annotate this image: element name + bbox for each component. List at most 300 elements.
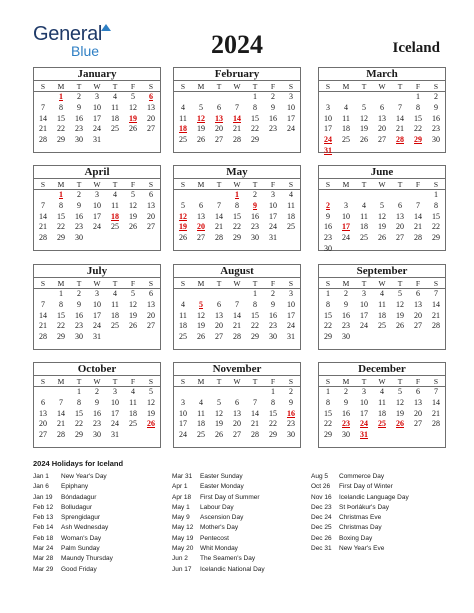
weekday-label: F: [130, 180, 136, 189]
month-title: November: [174, 363, 300, 376]
holiday-day-cell: 24: [360, 419, 368, 429]
day-cell: [391, 430, 409, 441]
weekday-header-row: [319, 376, 445, 387]
holiday-column: [33, 472, 113, 575]
holiday-day-cell: 17: [342, 222, 350, 232]
holiday-item: [311, 534, 409, 544]
day-cell: 11: [287, 200, 295, 210]
month-april: [33, 165, 161, 251]
day-cell: 9: [77, 299, 81, 309]
day-cell: 19: [129, 310, 137, 320]
day-cell: 4: [131, 387, 135, 396]
holiday-day-cell: 28: [396, 135, 404, 145]
day-cell: 24: [93, 222, 101, 232]
weekday-label: T: [252, 279, 258, 288]
week-row: [319, 233, 445, 244]
weekday-label: M: [57, 279, 65, 288]
day-cell: 19: [129, 211, 137, 221]
holiday-name: Pentecost: [200, 534, 229, 542]
week-row: [319, 103, 445, 114]
weekday-label: T: [361, 279, 367, 288]
weekday-label: S: [325, 82, 331, 91]
day-cell: [319, 190, 337, 201]
holiday-date: Aug 5: [311, 473, 328, 480]
day-cell: 3: [344, 200, 348, 210]
holiday-date: Feb 18: [33, 534, 54, 542]
day-cell: 5: [398, 387, 402, 396]
day-cell: 14: [233, 310, 241, 320]
day-cell: 8: [271, 397, 275, 407]
day-cell: 14: [215, 211, 223, 221]
day-cell: 14: [396, 113, 404, 123]
day-cell: 8: [326, 299, 330, 309]
day-cell: 23: [75, 321, 83, 331]
day-cell: 26: [396, 321, 404, 331]
day-cell: 28: [432, 321, 440, 331]
weekday-label: M: [197, 82, 205, 91]
day-cell: [106, 233, 124, 244]
day-cell: 1: [271, 387, 275, 396]
holiday-item: [172, 523, 265, 533]
weekday-label: M: [342, 377, 350, 386]
day-cell: 5: [398, 289, 402, 298]
month-january: [33, 67, 161, 153]
day-cell: 30: [75, 332, 83, 342]
week-row: [34, 311, 160, 322]
holiday-day-cell: 6: [149, 92, 153, 101]
day-cell: [355, 92, 373, 103]
week-row: [174, 103, 300, 114]
week-row: [319, 311, 445, 322]
day-cell: 2: [77, 190, 81, 199]
weekday-label: M: [197, 377, 205, 386]
day-cell: 8: [59, 102, 63, 112]
holiday-day-cell: 20: [197, 222, 205, 232]
weekday-label: W: [378, 180, 386, 189]
day-cell: 11: [179, 113, 187, 123]
week-row: [34, 430, 160, 441]
day-cell: 15: [57, 310, 65, 320]
weekday-label: S: [433, 82, 439, 91]
weekday-label: F: [270, 82, 276, 91]
day-cell: [373, 92, 391, 103]
day-cell: [210, 190, 228, 201]
day-cell: 27: [147, 222, 155, 232]
week-row: [174, 409, 300, 420]
day-cell: 12: [378, 211, 386, 221]
week-row: [174, 92, 300, 103]
day-cell: 7: [416, 200, 420, 210]
day-cell: 20: [396, 222, 404, 232]
day-cell: 3: [95, 92, 99, 101]
day-cell: 18: [111, 113, 119, 123]
holiday-item: [311, 523, 409, 533]
holiday-item: [33, 565, 113, 575]
week-row: [174, 114, 300, 125]
day-cell: 2: [434, 92, 438, 101]
month-title: March: [319, 68, 445, 81]
weekday-label: T: [112, 279, 118, 288]
weekday-label: T: [112, 180, 118, 189]
day-cell: 28: [57, 430, 65, 440]
weekday-label: T: [216, 82, 222, 91]
weekday-label: S: [180, 377, 186, 386]
week-row: [319, 321, 445, 332]
holiday-name: Woman's Day: [61, 534, 102, 542]
day-cell: 29: [251, 135, 259, 145]
day-cell: 17: [287, 310, 295, 320]
holiday-name: Bóndadagur: [61, 493, 97, 501]
holiday-day-cell: 31: [324, 145, 332, 155]
day-cell: 3: [326, 102, 330, 112]
day-cell: [174, 387, 192, 398]
day-cell: 8: [434, 200, 438, 210]
day-cell: 20: [147, 310, 155, 320]
day-cell: 28: [414, 233, 422, 243]
weekday-label: S: [40, 82, 46, 91]
holiday-column: [172, 472, 265, 575]
day-cell: 21: [39, 124, 47, 134]
day-cell: 9: [344, 397, 348, 407]
day-cell: [409, 332, 427, 343]
weekday-label: W: [233, 377, 241, 386]
day-cell: 10: [342, 211, 350, 221]
weekday-label: F: [270, 377, 276, 386]
day-cell: 18: [129, 408, 137, 418]
day-cell: 27: [414, 321, 422, 331]
holiday-day-cell: 12: [179, 211, 187, 221]
day-cell: 24: [287, 321, 295, 331]
holiday-day-cell: 23: [342, 419, 350, 429]
day-cell: 7: [41, 299, 45, 309]
day-cell: 11: [360, 211, 368, 221]
day-cell: 9: [77, 102, 81, 112]
week-row: [319, 430, 445, 441]
day-cell: 9: [77, 200, 81, 210]
week-row: [174, 332, 300, 343]
day-cell: 12: [129, 102, 137, 112]
holiday-day-cell: 31: [360, 430, 368, 440]
day-cell: 27: [215, 135, 223, 145]
holiday-date: Mar 28: [33, 555, 54, 563]
week-row: [174, 135, 300, 146]
weekday-label: T: [361, 82, 367, 91]
weekday-label: S: [288, 82, 294, 91]
weekday-label: W: [93, 180, 101, 189]
holidays-section-title: 2024 Holidays for Iceland: [33, 459, 124, 468]
holiday-date: May 9: [172, 514, 190, 522]
week-row: [34, 289, 160, 300]
day-cell: 8: [416, 102, 420, 112]
day-cell: 5: [380, 200, 384, 210]
holiday-item: [311, 493, 409, 503]
week-row: [174, 289, 300, 300]
day-cell: 10: [360, 397, 368, 407]
day-cell: 22: [57, 321, 65, 331]
day-cell: 30: [342, 332, 350, 342]
holiday-day-cell: 26: [147, 419, 155, 429]
weekday-header-row: [319, 179, 445, 190]
holiday-day-cell: 18: [111, 211, 119, 221]
day-cell: 21: [432, 408, 440, 418]
day-cell: 31: [111, 430, 119, 440]
day-cell: 28: [233, 135, 241, 145]
day-cell: [391, 244, 409, 255]
day-cell: 3: [289, 92, 293, 101]
holiday-date: Mar 29: [33, 565, 54, 573]
day-cell: 13: [396, 211, 404, 221]
day-cell: [355, 244, 373, 255]
weekday-label: W: [93, 82, 101, 91]
holiday-name: Icelandic Language Day: [339, 493, 409, 501]
day-cell: [210, 92, 228, 103]
week-row: [319, 146, 445, 157]
weekday-header-row: [174, 81, 300, 92]
day-cell: 20: [147, 113, 155, 123]
holiday-item: [33, 544, 113, 554]
day-cell: 19: [197, 124, 205, 134]
day-cell: 15: [251, 113, 259, 123]
day-cell: 7: [59, 397, 63, 407]
day-cell: 8: [59, 200, 63, 210]
day-cell: 3: [289, 289, 293, 298]
holiday-day-cell: 19: [179, 222, 187, 232]
day-cell: 21: [432, 310, 440, 320]
month-september: [318, 264, 446, 350]
week-row: [34, 135, 160, 146]
week-row: [319, 332, 445, 343]
holiday-name: Epiphany: [61, 483, 89, 491]
weekday-label: T: [361, 377, 367, 386]
day-cell: 15: [75, 408, 83, 418]
day-cell: [34, 387, 52, 398]
day-cell: 5: [131, 190, 135, 199]
day-cell: [142, 430, 160, 441]
month-february: [173, 67, 301, 153]
week-row: [174, 321, 300, 332]
week-row: [34, 409, 160, 420]
day-cell: [124, 135, 142, 146]
weekday-label: T: [112, 377, 118, 386]
day-cell: 1: [253, 92, 257, 101]
month-august: [173, 264, 301, 350]
day-cell: 14: [432, 299, 440, 309]
day-cell: [337, 190, 355, 201]
holiday-day-cell: 13: [215, 113, 223, 123]
day-cell: 13: [147, 299, 155, 309]
day-cell: 28: [251, 430, 259, 440]
day-cell: [373, 244, 391, 255]
week-row: [319, 289, 445, 300]
day-cell: 2: [271, 289, 275, 298]
day-cell: 16: [324, 222, 332, 232]
day-cell: [373, 430, 391, 441]
holiday-date: Jan 19: [33, 493, 53, 501]
day-cell: 30: [75, 135, 83, 145]
day-cell: 9: [271, 102, 275, 112]
day-cell: 4: [380, 289, 384, 298]
day-cell: 22: [75, 419, 83, 429]
day-cell: 4: [344, 102, 348, 112]
day-cell: 25: [342, 135, 350, 145]
holiday-name: Labour Day: [200, 503, 234, 511]
day-cell: [355, 190, 373, 201]
day-cell: 16: [269, 310, 277, 320]
day-cell: 3: [362, 289, 366, 298]
day-cell: [142, 135, 160, 146]
weekday-label: W: [93, 377, 101, 386]
holiday-date: Jun 17: [172, 565, 192, 573]
day-cell: [409, 190, 427, 201]
day-cell: 30: [75, 233, 83, 243]
day-cell: 5: [199, 102, 203, 112]
day-cell: 12: [129, 299, 137, 309]
day-cell: 24: [93, 321, 101, 331]
day-cell: 8: [77, 397, 81, 407]
weekday-label: M: [197, 279, 205, 288]
holiday-day-cell: 1: [59, 92, 63, 101]
week-row: [319, 212, 445, 223]
day-cell: 6: [41, 397, 45, 407]
holiday-name: Easter Monday: [200, 483, 244, 491]
weekday-label: T: [397, 279, 403, 288]
day-cell: [427, 332, 445, 343]
calendar-year-title: 2024: [211, 30, 263, 59]
holiday-item: [33, 534, 113, 544]
day-cell: 16: [342, 408, 350, 418]
day-cell: 18: [287, 211, 295, 221]
day-cell: 21: [57, 419, 65, 429]
day-cell: 22: [324, 321, 332, 331]
day-cell: 26: [197, 135, 205, 145]
day-cell: 16: [342, 310, 350, 320]
day-cell: [282, 233, 300, 244]
day-cell: 12: [396, 397, 404, 407]
day-cell: 4: [113, 289, 117, 298]
week-row: [319, 244, 445, 255]
day-cell: 30: [269, 332, 277, 342]
day-cell: 6: [380, 102, 384, 112]
day-cell: 20: [378, 124, 386, 134]
week-row: [174, 311, 300, 322]
day-cell: 29: [57, 233, 65, 243]
day-cell: 15: [324, 310, 332, 320]
weekday-label: S: [288, 377, 294, 386]
day-cell: 9: [434, 102, 438, 112]
day-cell: [319, 92, 337, 103]
weekday-label: S: [433, 377, 439, 386]
day-cell: 8: [235, 200, 239, 210]
day-cell: 31: [93, 332, 101, 342]
holiday-day-cell: 12: [197, 113, 205, 123]
holiday-item: [172, 544, 265, 554]
day-cell: 10: [93, 200, 101, 210]
day-cell: 1: [416, 92, 420, 101]
day-cell: 1: [253, 289, 257, 298]
month-title: April: [34, 166, 160, 179]
week-row: [34, 201, 160, 212]
month-title: September: [319, 265, 445, 278]
weekday-label: T: [361, 180, 367, 189]
week-row: [319, 419, 445, 430]
week-row: [319, 114, 445, 125]
holiday-name: Commerce Day: [339, 473, 385, 480]
holiday-name: Ascension Day: [200, 514, 244, 522]
holiday-day-cell: 14: [233, 113, 241, 123]
day-cell: 4: [199, 397, 203, 407]
day-cell: 25: [129, 419, 137, 429]
day-cell: [264, 135, 282, 146]
day-cell: 3: [271, 190, 275, 199]
weekday-label: T: [216, 180, 222, 189]
day-cell: 13: [39, 408, 47, 418]
day-cell: 10: [179, 408, 187, 418]
week-row: [174, 190, 300, 201]
day-cell: 26: [197, 332, 205, 342]
day-cell: [391, 332, 409, 343]
holiday-day-cell: 26: [396, 419, 404, 429]
week-row: [34, 300, 160, 311]
day-cell: [210, 289, 228, 300]
holiday-day-cell: 1: [235, 190, 239, 199]
week-row: [34, 332, 160, 343]
day-cell: 4: [181, 102, 185, 112]
week-row: [319, 300, 445, 311]
holiday-date: Apr 18: [172, 493, 192, 501]
month-title: December: [319, 363, 445, 376]
day-cell: 25: [179, 135, 187, 145]
holiday-item: [33, 493, 113, 503]
day-cell: 16: [75, 310, 83, 320]
weekday-label: S: [288, 180, 294, 189]
day-cell: 23: [269, 321, 277, 331]
day-cell: 13: [147, 200, 155, 210]
weekday-label: S: [325, 180, 331, 189]
day-cell: 10: [93, 299, 101, 309]
day-cell: 14: [432, 397, 440, 407]
day-cell: 19: [147, 408, 155, 418]
day-cell: 22: [324, 419, 332, 429]
day-cell: 10: [360, 299, 368, 309]
day-cell: 13: [378, 113, 386, 123]
holiday-name: Good Friday: [61, 565, 97, 573]
country-title: Iceland: [392, 40, 440, 56]
month-november: [173, 362, 301, 448]
month-may: [173, 165, 301, 251]
day-cell: 25: [179, 332, 187, 342]
day-cell: 6: [416, 387, 420, 396]
holiday-item: [172, 472, 265, 482]
holiday-date: Dec 26: [311, 534, 332, 542]
week-row: [319, 190, 445, 201]
day-cell: 24: [93, 124, 101, 134]
holiday-day-cell: 24: [324, 135, 332, 145]
day-cell: 6: [199, 200, 203, 210]
day-cell: 14: [39, 211, 47, 221]
holiday-item: [311, 544, 409, 554]
day-cell: [373, 146, 391, 157]
day-cell: 13: [233, 408, 241, 418]
weekday-header-row: [174, 179, 300, 190]
day-cell: [427, 146, 445, 157]
day-cell: 13: [147, 102, 155, 112]
week-row: [319, 124, 445, 135]
day-cell: 25: [111, 222, 119, 232]
day-cell: [34, 289, 52, 300]
weekday-label: S: [433, 279, 439, 288]
logo-word-blue: Blue: [71, 43, 100, 59]
day-cell: 26: [378, 233, 386, 243]
